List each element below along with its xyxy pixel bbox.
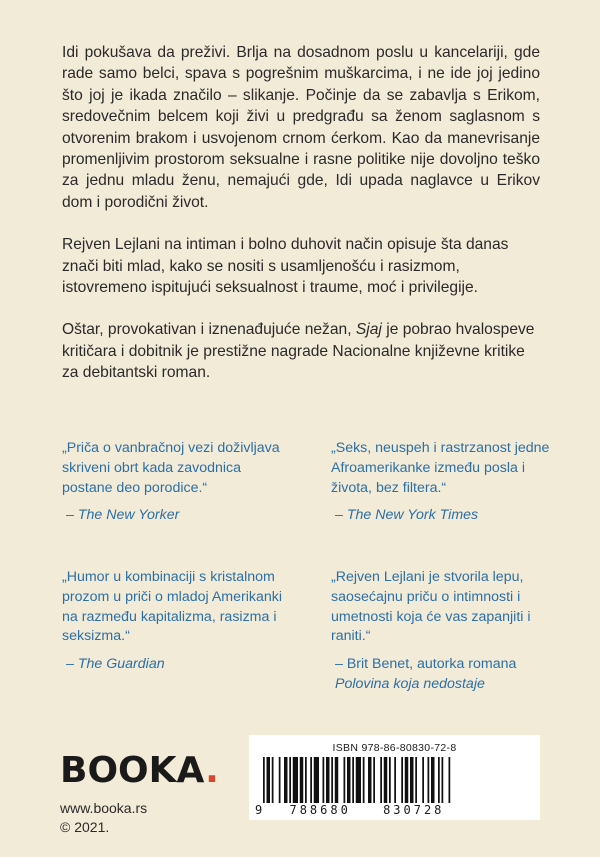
publisher-logo bbox=[60, 750, 219, 791]
blurb-p3-start: Oštar, provokativan i iznenađujuće nežan, bbox=[62, 321, 356, 339]
barcode-bar bbox=[363, 757, 365, 803]
barcode-bar bbox=[389, 757, 391, 803]
barcode-bar bbox=[438, 757, 440, 803]
barcode-bar bbox=[449, 757, 451, 803]
copyright: © 2021. bbox=[60, 819, 110, 835]
ean-first-digit: 9 bbox=[255, 803, 266, 817]
quote-dash: – bbox=[66, 656, 78, 673]
back-cover-blurb bbox=[62, 42, 540, 405]
barcode-bar bbox=[344, 757, 346, 803]
quote-text: „Priča o vanbračnoj vezi doživljava skriveni obrt kada zavodnica postane deo porodice.“ bbox=[62, 440, 280, 496]
barcode-bar bbox=[415, 757, 417, 803]
barcode-bar bbox=[267, 757, 271, 803]
barcode-bar bbox=[314, 757, 319, 803]
barcode-bar bbox=[380, 757, 382, 803]
barcode-bar bbox=[394, 757, 396, 803]
quote-text: „Seks, neuspeh i rastrzanost jedne Afroamerikanke između posla i života, bez filtera.“ bbox=[331, 440, 550, 496]
logo-text: BOOKA bbox=[60, 750, 206, 791]
barcode-bar bbox=[431, 757, 435, 803]
barcode-label bbox=[249, 735, 540, 820]
quote-text: „Humor u kombinaciji s kristalnom prozom u priči o mladoj Amerikanki na razmeđu kapitalizma, rasizma i seksizma.“ bbox=[62, 569, 282, 645]
quote-source bbox=[331, 506, 551, 526]
barcode-bar bbox=[263, 757, 265, 803]
blurb-paragraph-3 bbox=[62, 319, 540, 383]
quote-text: „Rejven Lejlani je stvorila lepu, saosećajnu priču o intimnosti i umetnosti koja će vas zapanjiti i raniti.“ bbox=[331, 569, 531, 645]
barcode-bar bbox=[323, 757, 325, 803]
barcode-bar bbox=[289, 757, 291, 803]
blurb-paragraph-1: Idi pokušava da preživi. Brlja na dosadnom poslu u kancelariji, gde rade samo belci, spava s pogrešnim muškarcima, i ne ide joj jedino što joj je ikada značilo – slikanje. Počinje da se zabavlja s Erikom, sredovečnim belcem koji živi u predgrađu sa ženom saglasnom s otvorenim brakom i usvojenom crnom ćerkom. Kao da manevrisanje promenljivim prostorom seksualne i rasne politike nije dovoljno teško za jednu mladu ženu, nemajući gde, Idi upada naglavce u Erikov dom i porodični život. bbox=[62, 44, 540, 211]
barcode-bar bbox=[401, 757, 403, 803]
barcode-bar bbox=[422, 757, 424, 803]
barcode-bar bbox=[279, 757, 281, 803]
quote-source-name: The Guardian bbox=[77, 656, 165, 673]
barcode-bar bbox=[272, 757, 274, 803]
barcode-bar bbox=[326, 757, 330, 803]
review-quote-4 bbox=[331, 568, 561, 695]
blurb-p3-end: je pobrao hvalospeve kritičara i dobitnik je prestižne nagrade Nacionalne književne kritike za debitantski roman. bbox=[62, 321, 535, 382]
blurb-paragraph-2: Rejven Lejlani na intiman i bolno duhovit način opisuje šta danas znači biti mlad, kako se nositi s usamljenošću i rasizmom, istovremeno ispitujući seksualnost i traume, moć i privilegije. bbox=[62, 236, 509, 297]
logo-dot: . bbox=[205, 750, 219, 791]
barcode-bar bbox=[410, 757, 414, 803]
barcode-bar bbox=[310, 757, 312, 803]
quote-dash: – bbox=[66, 507, 78, 524]
barcode-bar bbox=[442, 757, 444, 803]
barcode-bar bbox=[293, 757, 298, 803]
barcode-bars bbox=[263, 757, 526, 803]
publisher-website: www.booka.rs bbox=[60, 800, 148, 816]
barcode-bar bbox=[300, 757, 304, 803]
barcode-bar bbox=[347, 757, 351, 803]
isbn-text: ISBN 978-86-80830-72-8 bbox=[332, 742, 457, 754]
book-title: Sjaj bbox=[355, 321, 382, 339]
ean-left-group: 788680 bbox=[289, 803, 351, 817]
barcode-bar bbox=[356, 757, 361, 803]
barcode-bar bbox=[368, 757, 372, 803]
review-quote-3 bbox=[62, 568, 292, 675]
barcode-bar bbox=[335, 757, 339, 803]
quote-attribution: – Brit Benet, autorka romana bbox=[335, 656, 517, 673]
barcode-bar bbox=[352, 757, 354, 803]
barcode-bar bbox=[305, 757, 307, 803]
barcode-bar bbox=[373, 757, 375, 803]
review-quote-1 bbox=[62, 439, 292, 526]
barcode-bar bbox=[384, 757, 388, 803]
quote-source-book: Polovina koja nedostaje bbox=[335, 675, 485, 692]
quote-source bbox=[331, 655, 561, 695]
review-quote-2 bbox=[331, 439, 551, 526]
barcode-bar bbox=[428, 757, 430, 803]
quote-source-name: The New Yorker bbox=[77, 507, 180, 524]
quote-dash: – bbox=[335, 507, 347, 524]
barcode-bar bbox=[331, 757, 333, 803]
quote-source bbox=[62, 655, 292, 675]
ean-digits bbox=[255, 803, 534, 817]
quote-source bbox=[62, 506, 292, 526]
quote-source-name: The New York Times bbox=[346, 507, 479, 524]
barcode-bar bbox=[284, 757, 288, 803]
barcode-bar bbox=[405, 757, 409, 803]
ean-right-group: 830728 bbox=[383, 803, 445, 817]
